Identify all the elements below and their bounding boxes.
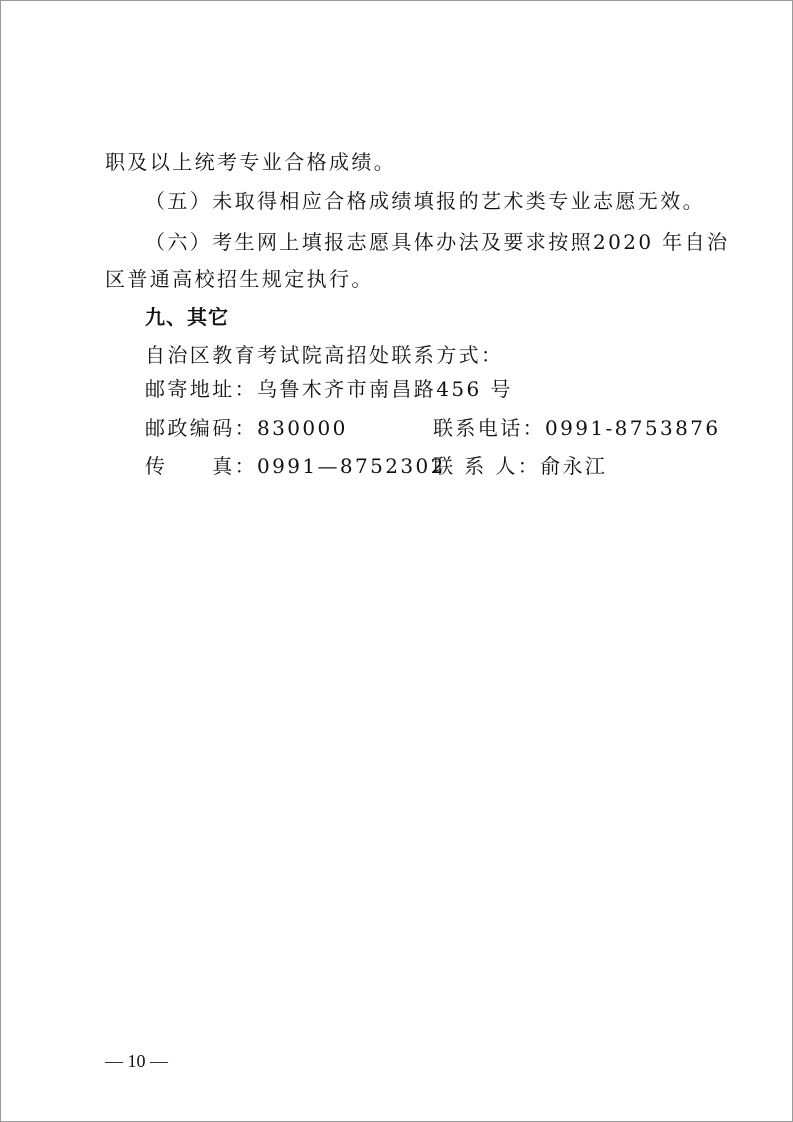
phone-number: 联系电话：0991-8753876 <box>433 416 721 440</box>
item-six-line-2: 区普通高校招生规定执行。 <box>105 267 374 291</box>
postal-code: 邮政编码：830000 <box>145 416 348 440</box>
item-five: （五）未取得相应合格成绩填报的艺术类专业志愿无效。 <box>145 189 705 213</box>
mailing-address: 邮寄地址：乌鲁木齐市南昌路456 号 <box>145 377 513 401</box>
item-six-line-1: （六）考生网上填报志愿具体办法及要求按照2020 年自治 <box>145 230 730 254</box>
contact-person: 联 系 人：俞永江 <box>433 454 608 478</box>
section-nine-heading: 九、其它 <box>145 305 229 329</box>
page-number: — 10 — <box>105 1051 168 1071</box>
fax-number: 传 真：0991—8752302 <box>145 454 446 478</box>
paragraph-continuation: 职及以上统考专业合格成绩。 <box>105 150 397 174</box>
contact-intro: 自治区教育考试院高招处联系方式： <box>145 343 504 367</box>
